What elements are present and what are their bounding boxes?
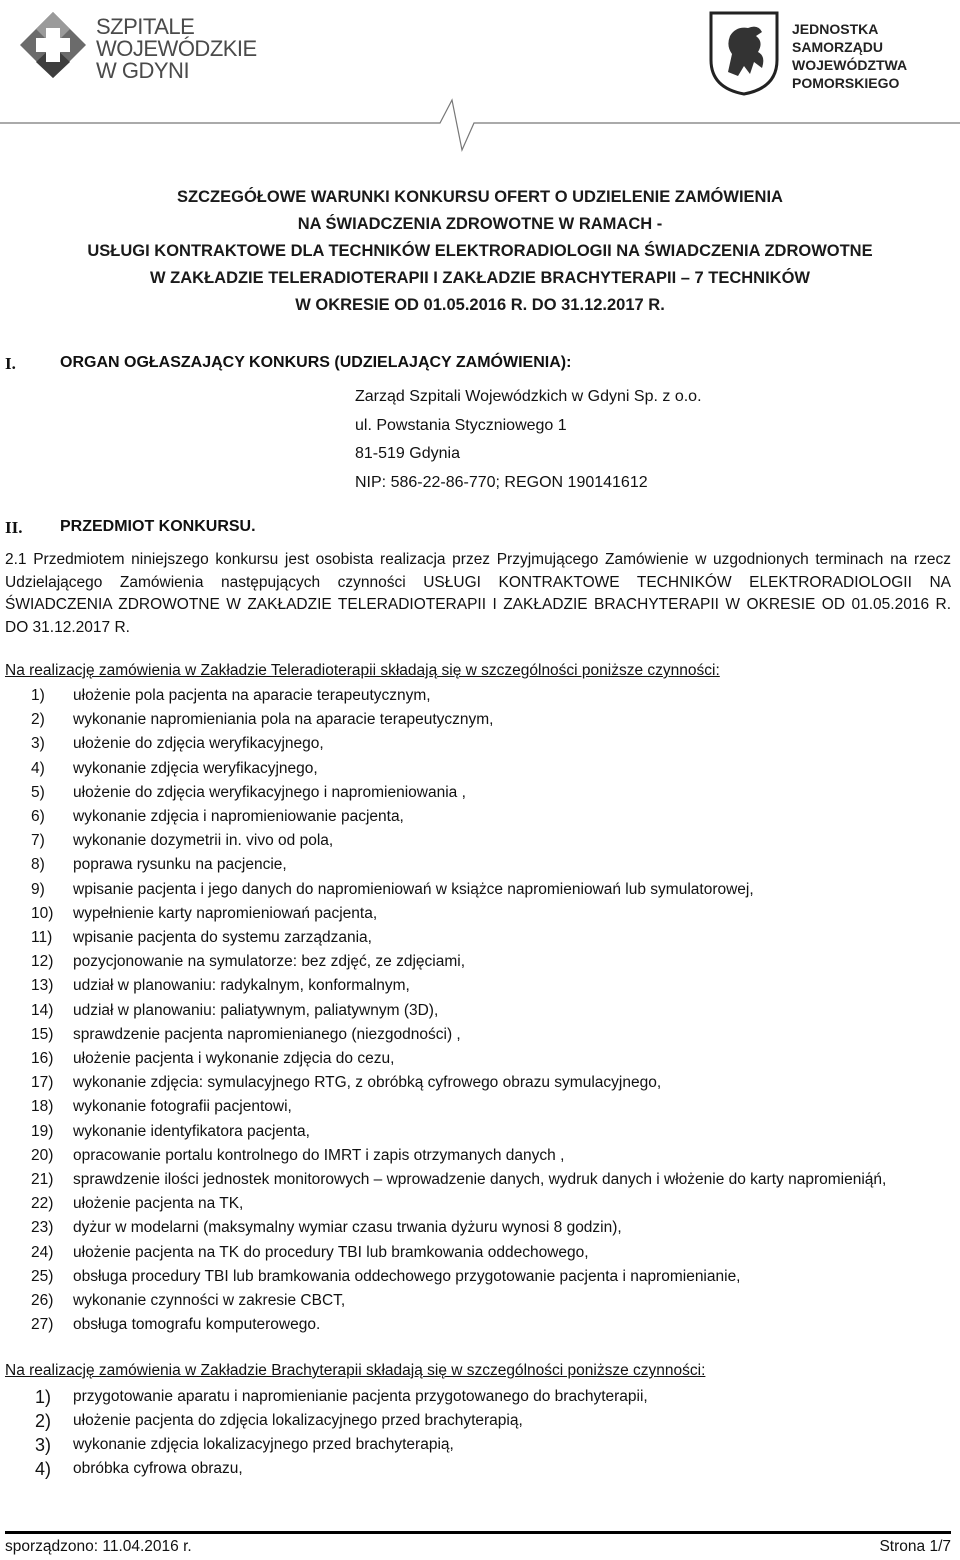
item-text: ułożenie pacjenta na TK do procedury TBI lub bramkowania oddechowego, bbox=[73, 1243, 589, 1261]
item-text: przygotowanie aparatu i napromienianie pacjenta przygotowanego do brachyterapii, bbox=[73, 1388, 648, 1405]
item-text: ułożenie pacjenta do zdjęcia lokalizacyjnego przed brachyterapią, bbox=[73, 1412, 523, 1429]
logo-line-4: POMORSKIEGO bbox=[792, 75, 900, 91]
brachy-heading: Na realizację zamówienia w Zakładzie Brachyterapii składają się w szczególności poniższe czynności: bbox=[5, 1362, 706, 1379]
address-line-3: 81-519 Gdynia bbox=[355, 445, 460, 462]
list-item bbox=[5, 805, 951, 829]
item-number: 13) bbox=[31, 977, 54, 995]
footer-date: sporządzono: 11.04.2016 r. bbox=[5, 1538, 192, 1555]
section-label: PRZEDMIOT KONKURSU. bbox=[60, 518, 256, 535]
item-number: 1) bbox=[31, 687, 45, 704]
section-1-heading bbox=[5, 354, 945, 376]
list-item bbox=[5, 708, 951, 732]
item-text: ułożenie pola pacjenta na aparacie terapeutycznym, bbox=[73, 687, 431, 704]
footer-page-number: Strona 1/7 bbox=[879, 1538, 951, 1555]
title-line-3: USŁUGI KONTRAKTOWE DLA TECHNIKÓW ELEKTRORADIOLOGII NA ŚWIADCZENIA ZDROWOTNE bbox=[87, 242, 873, 260]
section-number: II. bbox=[5, 518, 23, 537]
list-item bbox=[5, 1409, 951, 1433]
address-line-2: ul. Powstania Styczniowego 1 bbox=[355, 416, 567, 434]
list-item bbox=[5, 1023, 951, 1047]
item-text: poprawa rysunku na pacjencie, bbox=[73, 856, 287, 874]
item-number: 20) bbox=[31, 1146, 54, 1164]
item-text: wykonanie fotografii pacjentowi, bbox=[73, 1098, 292, 1116]
item-text: wykonanie zdjęcia i napromieniowanie pacjenta, bbox=[73, 808, 404, 826]
list-item bbox=[5, 1216, 951, 1240]
section-2-heading bbox=[5, 518, 945, 540]
item-text: ułożenie pacjenta na TK, bbox=[73, 1195, 244, 1213]
item-text: pozycjonowanie na symulatorze: bez zdjęć, ze zdjęciami, bbox=[73, 953, 465, 971]
list-item bbox=[5, 902, 951, 926]
item-text: wpisanie pacjenta do systemu zarządzania, bbox=[73, 929, 372, 947]
item-text: udział w planowaniu: paliatywnym, paliatywnym (3D), bbox=[73, 1001, 439, 1019]
item-number: 18) bbox=[31, 1098, 54, 1116]
list-item bbox=[5, 926, 951, 950]
item-text: ułożenie do zdjęcia weryfikacyjnego i napromieniowania , bbox=[73, 783, 466, 801]
list-item bbox=[5, 1192, 951, 1216]
item-text: wykonanie napromieniania pola na aparacie terapeutycznym, bbox=[73, 711, 494, 729]
list-item bbox=[5, 732, 951, 756]
item-number: 7) bbox=[31, 832, 45, 850]
item-number: 11) bbox=[31, 929, 53, 947]
list-item bbox=[5, 829, 951, 853]
logo-line-3: WOJEWÓDZTWA bbox=[792, 57, 908, 73]
brachy-task-list bbox=[5, 1385, 951, 1481]
item-text: ułożenie do zdjęcia weryfikacyjnego, bbox=[73, 735, 324, 753]
logo-line-1: SZPITALE bbox=[96, 14, 195, 39]
item-number: 27) bbox=[31, 1316, 54, 1334]
item-number: 14) bbox=[31, 1001, 54, 1019]
list-item bbox=[5, 999, 951, 1023]
organizer-address bbox=[355, 383, 702, 497]
item-number: 23) bbox=[31, 1219, 54, 1237]
address-line-1: Zarząd Szpitali Wojewódzkich w Gdyni Sp. z o.o. bbox=[355, 388, 702, 405]
address-line-4: NIP: 586-22-86-770; REGON 190141612 bbox=[355, 473, 648, 491]
item-number: 17) bbox=[31, 1074, 54, 1092]
list-item bbox=[5, 1313, 951, 1337]
item-text: wykonanie zdjęcia lokalizacyjnego przed brachyterapią, bbox=[73, 1436, 454, 1453]
item-text: wykonanie zdjęcia weryfikacyjnego, bbox=[73, 759, 318, 777]
logo-line-2: WOJEWÓDZKIE bbox=[96, 36, 257, 61]
item-number: 2) bbox=[31, 711, 45, 729]
item-number: 21) bbox=[31, 1171, 54, 1189]
item-text: sprawdzenie pacjenta napromienianego (niezgodności) , bbox=[73, 1025, 461, 1043]
item-number: 10) bbox=[31, 904, 54, 922]
item-number: 1) bbox=[35, 1387, 52, 1407]
item-text: obsługa tomografu komputerowego. bbox=[73, 1316, 321, 1334]
item-number: 4) bbox=[31, 759, 45, 777]
heartbeat-line-icon bbox=[0, 90, 960, 160]
title-line-2: NA ŚWIADCZENIA ZDROWOTNE W RAMACH - bbox=[297, 215, 663, 233]
item-number: 5) bbox=[31, 783, 45, 801]
item-text: wykonanie identyfikatora pacjenta, bbox=[73, 1122, 310, 1140]
item-number: 2) bbox=[35, 1411, 52, 1431]
list-item bbox=[5, 878, 951, 902]
list-item bbox=[5, 1144, 951, 1168]
item-text: wykonanie czynności w zakresie CBCT, bbox=[73, 1292, 346, 1310]
item-text: wykonanie dozymetrii in. vivo od pola, bbox=[73, 832, 334, 850]
list-item bbox=[5, 974, 951, 998]
list-item bbox=[5, 1095, 951, 1119]
hospital-cross-logo-icon bbox=[18, 10, 88, 80]
item-text: wpisanie pacjenta i jego danych do napromieniowań w książce napromieniowań lub symulatorowej, bbox=[73, 880, 754, 898]
list-item bbox=[5, 1385, 951, 1409]
voivodeship-logo bbox=[708, 10, 948, 96]
list-item bbox=[5, 1457, 951, 1481]
item-number: 3) bbox=[35, 1435, 52, 1455]
griffin-crest-icon bbox=[708, 10, 780, 96]
list-item bbox=[5, 781, 951, 805]
item-number: 16) bbox=[31, 1050, 54, 1068]
item-text: opracowanie portalu kontrolnego do IMRT i zapis otrzymanych danych , bbox=[73, 1146, 565, 1164]
list-item bbox=[5, 950, 951, 974]
item-number: 6) bbox=[31, 808, 45, 826]
item-text: ułożenie pacjenta i wykonanie zdjęcia do cezu, bbox=[73, 1050, 395, 1068]
list-item bbox=[5, 1241, 951, 1265]
hospital-logo bbox=[18, 10, 268, 88]
list-item bbox=[5, 1265, 951, 1289]
document-title bbox=[0, 184, 960, 319]
list-item bbox=[5, 1071, 951, 1095]
section-label: ORGAN OGŁASZAJĄCY KONKURS (UDZIELAJĄCY ZAMÓWIENIA): bbox=[60, 354, 572, 371]
title-line-4: W ZAKŁADZIE TELERADIOTERAPII I ZAKŁADZIE BRACHYTERAPII – 7 TECHNIKÓW bbox=[150, 269, 810, 287]
item-number: 9) bbox=[31, 880, 45, 898]
item-number: 3) bbox=[31, 735, 45, 753]
item-text: udział w planowaniu: radykalnym, konformalnym, bbox=[73, 977, 410, 995]
item-number: 15) bbox=[31, 1025, 54, 1043]
list-item bbox=[5, 1289, 951, 1313]
item-text: wypełnienie karty napromieniowań pacjenta, bbox=[73, 904, 378, 922]
item-number: 26) bbox=[31, 1292, 54, 1310]
list-item bbox=[5, 684, 951, 708]
section-2-paragraph: 2.1 Przedmiotem niniejszego konkursu jest osobista realizacja przez Przyjmującego Zamówienie w uzgodnionych terminach na rzecz Udzielającego Zamówienia następujących czynności USŁUGI KONTRAKTOWE TECHNIKÓW ELEKTRORADIOLOGII NA ŚWIADCZENIA ZDROWOTNE W ZAKŁADZIE TELERADIOTERAPII I ZAKŁADZIE BRACHYTERAPII W OKRESIE OD 01.05.2016 R. DO 31.12.2017 R. bbox=[5, 551, 951, 636]
title-line-1: SZCZEGÓŁOWE WARUNKI KONKURSU OFERT O UDZIELENIE ZAMÓWIENIA bbox=[177, 188, 783, 206]
item-number: 19) bbox=[31, 1122, 54, 1140]
list-item bbox=[5, 1047, 951, 1071]
item-text: obsługa procedury TBI lub bramkowania oddechowego przygotowanie pacjenta i napromienianie, bbox=[73, 1267, 741, 1285]
logo-line-1: JEDNOSTKA bbox=[792, 21, 879, 37]
item-number: 25) bbox=[31, 1267, 54, 1285]
section-number: I. bbox=[5, 354, 16, 373]
item-number: 24) bbox=[31, 1243, 54, 1261]
list-item bbox=[5, 757, 951, 781]
item-number: 4) bbox=[35, 1459, 52, 1479]
item-number: 22) bbox=[31, 1195, 54, 1213]
list-item bbox=[5, 853, 951, 877]
list-item bbox=[5, 1120, 951, 1144]
list-item bbox=[5, 1433, 951, 1457]
teleradio-heading: Na realizację zamówienia w Zakładzie Teleradioterapii składają się w szczególności poniższe czynności: bbox=[5, 662, 720, 679]
item-text: wykonanie zdjęcia: symulacyjnego RTG, z obróbką cyfrowego obrazu symulacyjnego, bbox=[73, 1074, 662, 1092]
item-number: 8) bbox=[31, 856, 45, 874]
footer-divider bbox=[5, 1531, 951, 1534]
item-text: sprawdzenie ilości jednostek monitorowych – wprowadzenie danych, wydruk danych i włożenie do karty napromienią́ń, bbox=[73, 1171, 887, 1189]
logo-line-2: SAMORZĄDU bbox=[792, 39, 883, 55]
item-number: 12) bbox=[31, 953, 54, 971]
logo-line-3: W GDYNI bbox=[96, 58, 190, 83]
item-text: dyżur w modelarni (maksymalny wymiar czasu trwania dyżuru wynosi 8 godzin), bbox=[73, 1219, 622, 1237]
list-item bbox=[5, 1168, 951, 1192]
item-text: obróbka cyfrowa obrazu, bbox=[73, 1460, 243, 1477]
title-line-5: W OKRESIE OD 01.05.2016 R. DO 31.12.2017 R. bbox=[295, 296, 665, 314]
teleradio-task-list bbox=[5, 684, 951, 1337]
